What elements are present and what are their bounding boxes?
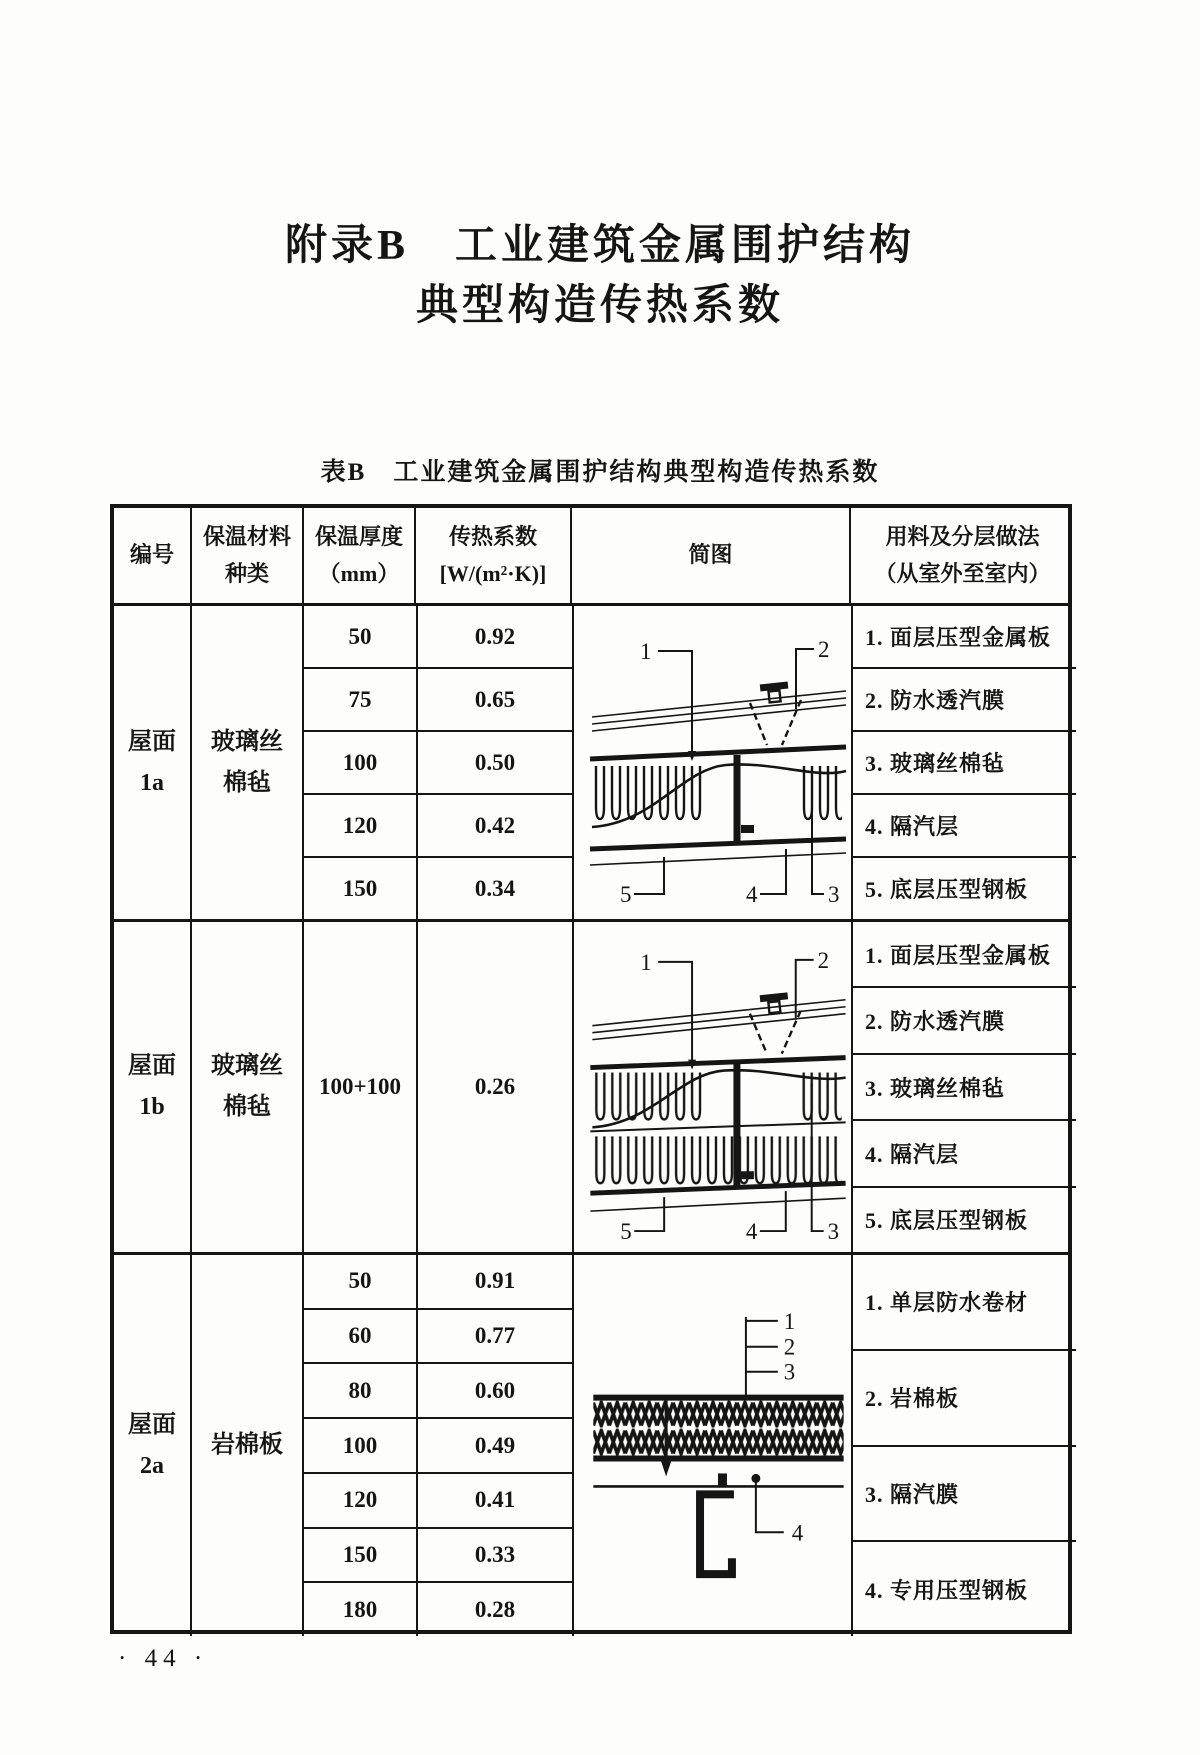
diagram-label-1: 1: [640, 949, 652, 975]
row-id-line1: 屋面: [128, 728, 176, 755]
layers-list: [851, 1255, 1076, 1636]
thickness-value: 75: [348, 686, 372, 712]
page-number: · 44 ·: [118, 1645, 209, 1672]
diagram-label-2: 2: [817, 947, 830, 973]
thickness-value: 60: [348, 1323, 372, 1349]
thickness-k-row: [304, 922, 572, 1252]
rockwool-hatch-row2: [593, 1429, 843, 1456]
row-id-line1: 屋面: [128, 1053, 176, 1080]
header-diagram: [570, 508, 849, 603]
thickness-value: 120: [342, 812, 378, 838]
diagram-label-4: 4: [791, 1520, 804, 1546]
layer-item: 5. 底层压型钢板: [853, 1186, 1076, 1252]
thickness-value: 100: [342, 749, 378, 775]
c-purlin: [700, 1494, 734, 1574]
material: [190, 922, 302, 1252]
insulation-batt-lower: [592, 1135, 841, 1187]
k-value: 0.91: [416, 1255, 572, 1308]
thickness-k-row: [304, 1362, 572, 1417]
table-header-row: [114, 508, 1068, 606]
row-id-line2: 1b: [139, 1094, 165, 1120]
thickness-value: 150: [342, 1541, 378, 1567]
thickness-k-row: [304, 730, 572, 793]
k-value: 0.60: [416, 1364, 572, 1417]
material: [190, 606, 302, 919]
layer-item: 1. 单层防水卷材: [865, 1290, 1029, 1316]
thickness-k-row: [304, 793, 572, 856]
thickness-value: 150: [342, 875, 378, 901]
appendix-title-line1: 附录B 工业建筑金属围护结构: [284, 223, 915, 269]
layer-item: 3. 玻璃丝棉毡: [853, 730, 1076, 793]
layer-item: 3. 隔汽膜: [853, 1445, 1076, 1541]
diagram-label-4: 4: [746, 882, 758, 907]
row-id: [114, 1255, 190, 1636]
header-layers-line1: 用料及分层做法: [885, 524, 1040, 550]
thickness-k-row: [304, 1255, 572, 1308]
k-value: 0.77: [416, 1310, 572, 1363]
k-value: 0.34: [416, 858, 572, 919]
header-layers-line2: （从室外至室内）: [874, 560, 1051, 586]
diagram-label-3: 3: [827, 1219, 840, 1245]
roof-detail-diagram-1a: [574, 607, 851, 918]
table-row: [114, 1252, 1068, 1636]
rockwool-hatch-row1: [593, 1401, 843, 1428]
top-sheet-lines: [592, 1000, 845, 1040]
appendix-title-line2: 典型构造传热系数: [415, 283, 784, 329]
header-layers: [849, 508, 1074, 603]
thickness-k-row: [304, 1308, 572, 1363]
diagram-label-1: 1: [640, 639, 652, 664]
header-id-label: 编号: [129, 542, 174, 568]
diagram-label-2: 2: [783, 1334, 796, 1360]
k-value: 0.26: [416, 922, 572, 1252]
bottom-sheet: [590, 839, 846, 849]
layer-item: 2. 防水透汽膜: [853, 986, 1076, 1052]
diagram-label-5: 5: [620, 882, 632, 907]
clip-struts: [750, 1011, 801, 1054]
layer-item: 4. 隔汽层: [853, 1119, 1076, 1185]
layer-item: 2. 防水透汽膜: [853, 667, 1076, 730]
row-id-line1: 屋面: [128, 1411, 176, 1438]
diagram-cell: [572, 606, 851, 919]
k-value: 0.65: [416, 669, 572, 730]
layer-item: 1. 面层压型金属板: [865, 625, 1052, 650]
k-value: 0.33: [416, 1529, 572, 1582]
table-body: [114, 606, 1068, 1636]
thickness-value: 50: [348, 1268, 372, 1294]
table-row: [114, 606, 1068, 919]
header-material: [190, 508, 302, 603]
layer-item: 2. 岩棉板: [853, 1349, 1076, 1445]
thickness-value: 180: [342, 1596, 378, 1622]
layer-item: 5. 底层压型钢板: [853, 856, 1076, 919]
layers-list: [851, 606, 1076, 919]
diagram-label-4: 4: [745, 1219, 758, 1245]
material-line1: 玻璃丝: [211, 728, 283, 755]
thickness-k-subtable: [302, 606, 572, 919]
header-coefficient-line2: [W/(m²·K)]: [439, 560, 547, 586]
thickness-value: 50: [348, 623, 372, 649]
material-line2: 棉毡: [223, 1094, 271, 1120]
thickness-k-subtable: [302, 1255, 572, 1636]
thickness-k-row: [304, 1527, 572, 1582]
k-value: 0.92: [416, 606, 572, 667]
row-id-line2: 1a: [140, 769, 164, 796]
header-thickness: [302, 508, 414, 603]
deck-line: [590, 1058, 845, 1068]
header-diagram-label: 简图: [688, 542, 733, 568]
header-id: [114, 508, 190, 603]
diagram-label-3: 3: [828, 882, 840, 907]
leader-dot: [751, 1474, 760, 1483]
header-thickness-line1: 保温厚度: [314, 524, 403, 550]
material: [190, 1255, 302, 1636]
heat-transfer-table: [110, 504, 1072, 1634]
thickness-value: 120: [342, 1487, 378, 1513]
diagram-label-3: 3: [783, 1359, 796, 1385]
thickness-k-row: [304, 606, 572, 667]
screw-arrow: [660, 1458, 672, 1476]
material-line2: 棉毡: [223, 769, 271, 796]
roof-detail-diagram-2a: [574, 1255, 851, 1636]
layer-item: 4. 隔汽层: [853, 793, 1076, 856]
thickness-k-subtable: [302, 922, 572, 1252]
thickness-value: 100: [342, 1432, 378, 1458]
row-id-line2: 2a: [140, 1452, 164, 1479]
k-value: 0.42: [416, 795, 572, 856]
header-thickness-line2: （mm）: [318, 560, 400, 586]
top-sheet-lines: [592, 691, 846, 731]
thickness-value: 100+100: [318, 1074, 402, 1099]
layer-item: 3. 玻璃丝棉毡: [853, 1053, 1076, 1119]
thickness-k-row: [304, 1472, 572, 1527]
thickness-k-row: [304, 667, 572, 730]
thickness-k-row: [304, 1417, 572, 1472]
k-value: 0.49: [416, 1419, 572, 1472]
thickness-value: 80: [348, 1377, 372, 1403]
material-line1: 岩棉板: [211, 1432, 283, 1459]
k-value: 0.41: [416, 1474, 572, 1527]
table-row: [114, 919, 1068, 1252]
header-coefficient-line1: 传热系数: [448, 524, 537, 550]
sheet-fastener: [718, 1473, 727, 1486]
thickness-k-row: [304, 856, 572, 919]
insulation-batt-left: [592, 765, 702, 823]
deck-line: [590, 747, 846, 759]
roof-detail-diagram-1b: [574, 922, 851, 1252]
material-line1: 玻璃丝: [211, 1053, 283, 1080]
table-caption: 表B 工业建筑金属围护结构典型构造传热系数: [320, 459, 880, 486]
diagram-label-1: 1: [783, 1308, 796, 1334]
k-value: 0.50: [416, 732, 572, 793]
header-material-line1: 保温材料: [202, 524, 291, 550]
layer-item: 4. 专用压型钢板: [853, 1540, 1076, 1636]
header-coefficient: [414, 508, 570, 603]
diagram-cell: [572, 922, 851, 1252]
diagram-label-5: 5: [620, 1219, 632, 1245]
layer-item: 1. 面层压型金属板: [865, 942, 1052, 968]
diagram-cell: [572, 1255, 851, 1636]
mid-line: [590, 1122, 845, 1131]
k-value: 0.28: [416, 1583, 572, 1636]
thickness-k-row: [304, 1581, 572, 1636]
row-id: [114, 922, 190, 1252]
header-material-line2: 种类: [224, 560, 269, 586]
diagram-label-2: 2: [818, 637, 830, 662]
insulation-batt-upper-left: [592, 1072, 702, 1124]
row-id: [114, 606, 190, 919]
layers-list: [851, 922, 1076, 1252]
